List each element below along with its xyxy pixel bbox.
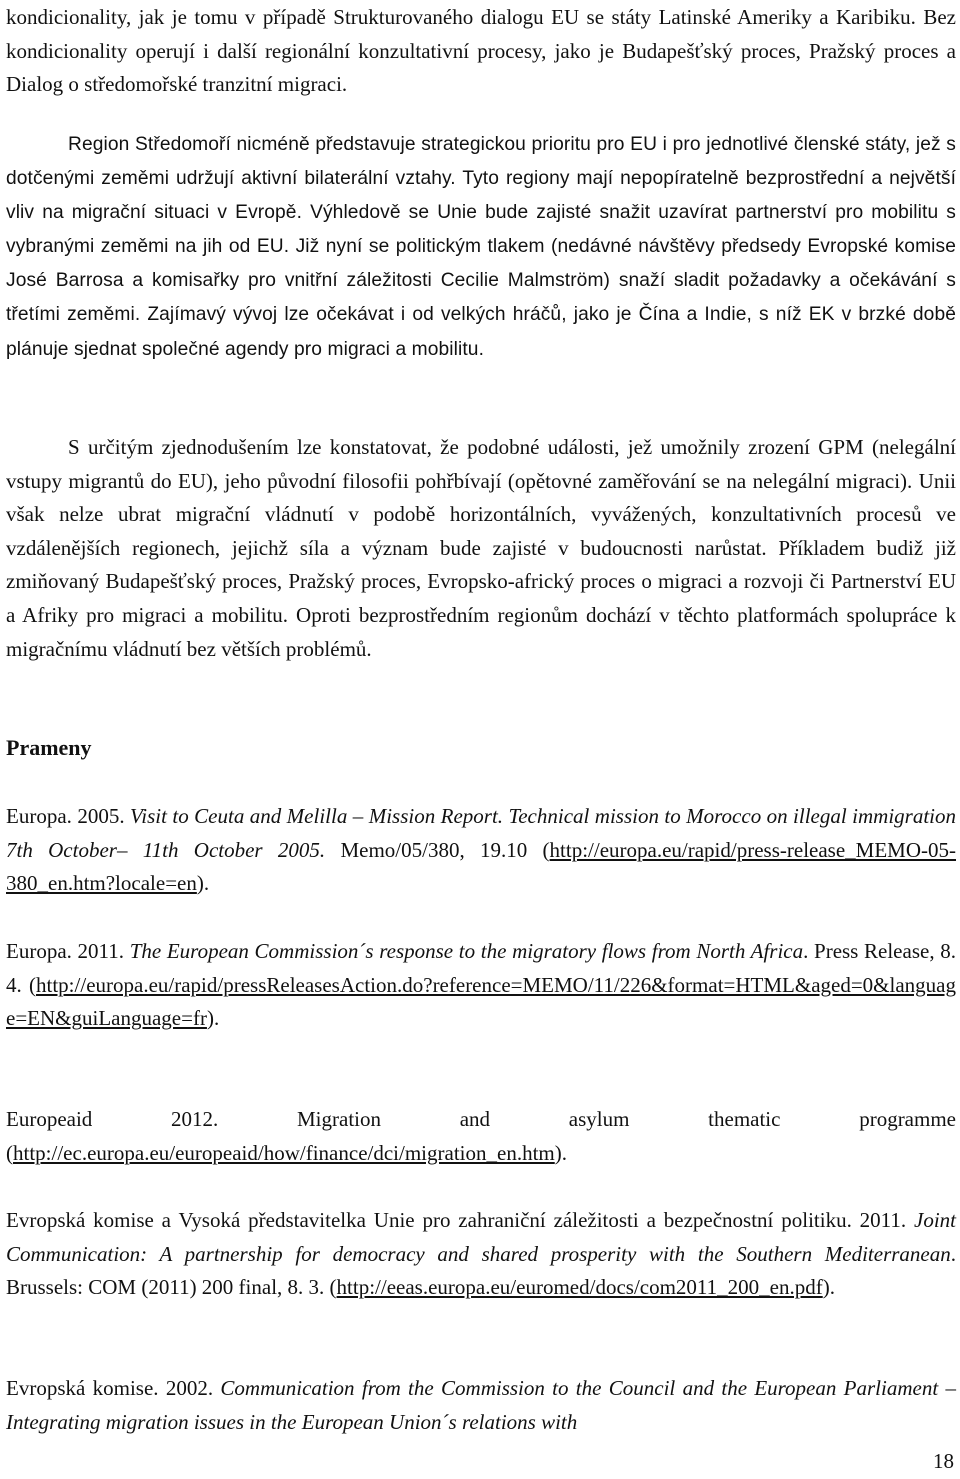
paragraph-conclusion: S určitým zjednodušením lze konstatovat, že podobné události, jež umožnily zrození GPM (nelegální vstupy migrantů do EU), jeho původní filosofii pohřbívají (opětovné zaměřování se na nelegální migraci). Unii však nelze ubrat migrační vládnutí v podobě horizontálních, vyvážených, konzultativních procesů ve vzdálenějších regionech, jejichž síla a význam bude zajisté v budoucnosti narůstat. Příkladem budiž již zmiňovaný Budapešťský proces, Pražský proces, Evropsko-africký proces o migraci a rozvoji či Partnerství EU a Afriky pro migraci a mobilitu. Oproti bezprostředním regionům dochází v těchto platformách spolupráce k migračnímu vládnutí bez větších problémů.	[6, 435, 956, 661]
reference-link[interactable]: http://ec.europa.eu/europeaid/how/finance/dci/migration_en.htm	[13, 1140, 555, 1165]
reference-text: Europa. 2005.	[6, 804, 131, 828]
reference-title: Visit to Ceuta and Melilla – Mission Report. Technical mission to Morocco on illegal immigration 7th October– 11th October 2005.	[6, 804, 956, 862]
sources-heading: Prameny	[6, 735, 92, 760]
reference-link[interactable]: http://europa.eu/rapid/press-release_MEMO-05-380_en.htm?locale=en	[6, 837, 956, 896]
reference-europeaid-2012	[6, 1103, 956, 1170]
paragraph-intro: kondicionality, jak je tomu v případě Strukturovaného dialogu EU se státy Latinské Ameriky a Karibiku. Bez kondicionality operují i další regionální konzultativní procesy, jako je Budapešťský proces, Pražský proces a Dialog o středomořské tranzitní migraci.	[6, 5, 956, 97]
reference-evropska-komise-2002	[6, 1372, 956, 1439]
reference-title: Communication from the Commission to the Council and the European Parliament – Integrating migration issues in the European Union´s relations with	[6, 1376, 956, 1434]
reference-text: ).	[206, 1006, 220, 1031]
reference-title: Joint Communication: A partnership for democracy and shared prosperity with the Southern Mediterranean	[6, 1208, 956, 1266]
reference-text: ).	[196, 871, 210, 896]
reference-text: . Press Release, 8. 4. (	[6, 939, 956, 997]
reference-text: Europa. 2011.	[6, 939, 130, 963]
reference-text: Evropská komise. 2002.	[6, 1376, 221, 1400]
reference-link[interactable]: http://europa.eu/rapid/pressReleasesAction.do?reference=MEMO/11/226&format=HTML&aged=0&language=EN&guiLanguage=fr	[6, 972, 956, 1031]
reference-text: . Brussels: COM (2011) 200 final, 8. 3. (	[6, 1241, 956, 1300]
reference-joint-communication-2011	[6, 1204, 956, 1305]
reference-text: ).	[554, 1140, 567, 1165]
reference-text: Europeaid 2012. Migration and asylum thematic programme (	[6, 1107, 956, 1165]
page-number: 18	[933, 1449, 954, 1473]
reference-title: The European Commission´s response to the migratory flows from North Africa	[129, 939, 804, 963]
document-page	[6, 0, 956, 1479]
reference-link[interactable]: http://eeas.europa.eu/euromed/docs/com2011_200_en.pdf	[336, 1275, 823, 1300]
paragraph-mediterranean: Region Středomoří nicméně představuje strategickou prioritu pro EU i pro jednotlivé členské státy, jež s dotčenými zeměmi udržují aktivní bilaterální vztahy. Tyto regiony mají nepopíratelně bezprostřední a největší vliv na migrační situaci v Evropě. Výhledově se Unie bude zajisté snažit uzavírat partnerství pro mobilitu s vybranými zeměmi na jih od EU. Již nyní se politickým tlakem (nedávné návštěvy předsedy Evropské komise José Barrosa a komisařky pro vnitřní záležitosti Cecilie Malmström) snaží sladit požadavky a očekávání s třetími zeměmi. Zajímavý vývoj lze očekávat i od velkých hráčů, jako je Čína a Indie, s níž EK v brzké době plánuje sjednat společné agendy pro migraci a mobilitu.	[6, 134, 956, 360]
reference-text: ).	[822, 1275, 835, 1300]
reference-text: Memo/05/380, 19.10 (	[325, 837, 550, 862]
reference-europa-2011	[6, 935, 956, 1036]
reference-europa-2005	[6, 800, 956, 901]
reference-text: Evropská komise a Vysoká představitelka Unie pro zahraniční záležitosti a bezpečnostní politiku. 2011.	[6, 1208, 914, 1232]
